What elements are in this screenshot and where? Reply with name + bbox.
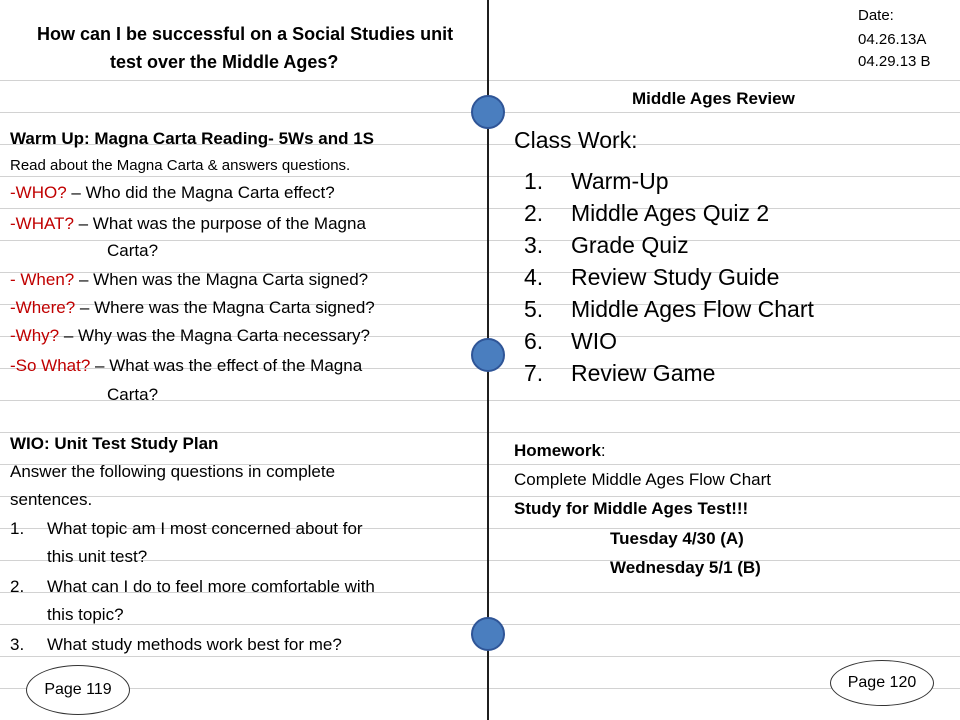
warmup-question-continued: Carta? (107, 385, 159, 404)
essential-question-line2: test over the Middle Ages? (110, 52, 339, 72)
list-item: Middle Ages Quiz 2 (571, 200, 770, 226)
homework-colon: : (600, 441, 606, 460)
list-item: Grade Quiz (571, 232, 689, 258)
question-text: – What was the effect of the Magna (90, 356, 363, 375)
wio-intro-line2: sentences. (10, 490, 93, 509)
wio-question-continued: this topic? (47, 605, 124, 624)
wio-title: WIO: Unit Test Study Plan (10, 434, 219, 453)
wio-question-number: 1. (10, 519, 25, 538)
question-text: – Who did the Magna Carta effect? (66, 183, 335, 202)
list-item-number: 7. (524, 360, 544, 386)
classwork-title: Class Work: (514, 127, 638, 153)
list-item: WIO (571, 328, 617, 354)
homework-line: Study for Middle Ages Test!!! (514, 499, 749, 518)
wio-intro-line1: Answer the following questions in complete (10, 462, 336, 481)
date-a: 04.26.13A (858, 31, 927, 48)
question-key: -WHO? (10, 183, 67, 202)
list-item-number: 6. (524, 328, 544, 354)
list-item-number: 4. (524, 264, 544, 290)
wio-question-number: 3. (10, 635, 25, 654)
list-item-number: 2. (524, 200, 544, 226)
warmup-intro: Read about the Magna Carta & answers questions. (10, 157, 351, 174)
test-date-a: Tuesday 4/30 (A) (610, 529, 744, 548)
question-key: -Where? (10, 298, 76, 317)
warmup-question (10, 183, 335, 203)
binder-ring-icon (471, 617, 505, 651)
warmup-question (10, 326, 370, 346)
list-item: Warm-Up (571, 168, 669, 194)
binder-ring-icon (471, 95, 505, 129)
page-number-right: Page 120 (830, 660, 934, 706)
list-item: Review Study Guide (571, 264, 780, 290)
wio-question: What topic am I most concerned about for (47, 519, 363, 538)
list-item: Middle Ages Flow Chart (571, 296, 814, 322)
warmup-question-continued: Carta? (107, 241, 159, 260)
question-text: – When was the Magna Carta signed? (74, 270, 369, 289)
question-key: -WHAT? (10, 214, 74, 233)
binder-ring-icon (471, 338, 505, 372)
question-text: – Why was the Magna Carta necessary? (59, 326, 370, 345)
warmup-question (10, 214, 366, 234)
question-text: – What was the purpose of the Magna (73, 214, 366, 233)
list-item-number: 3. (524, 232, 544, 258)
wio-question-continued: this unit test? (47, 547, 148, 566)
list-item-number: 5. (524, 296, 544, 322)
date-b: 04.29.13 B (858, 53, 931, 70)
question-text: – Where was the Magna Carta signed? (75, 298, 375, 317)
question-key: -So What? (10, 356, 91, 375)
warmup-question (10, 356, 362, 376)
wio-question-number: 2. (10, 577, 25, 596)
date-label: Date: (858, 7, 894, 24)
page-number-left: Page 119 (26, 665, 130, 715)
wio-question: What can I do to feel more comfortable with (47, 577, 375, 596)
question-key: - When? (10, 270, 75, 289)
section-heading: Middle Ages Review (632, 89, 795, 108)
warmup-question (10, 298, 375, 318)
warmup-title: Warm Up: Magna Carta Reading- 5Ws and 1S (10, 129, 374, 148)
list-item-number: 1. (524, 168, 544, 194)
homework-line: Complete Middle Ages Flow Chart (514, 470, 772, 489)
homework-label: Homework (514, 441, 601, 460)
essential-question-line1: How can I be successful on a Social Studies unit (37, 24, 454, 44)
list-item: Review Game (571, 360, 716, 386)
warmup-question (10, 270, 368, 290)
test-date-b: Wednesday 5/1 (B) (610, 558, 761, 577)
question-key: -Why? (10, 326, 60, 345)
wio-question: What study methods work best for me? (47, 635, 342, 654)
homework-title (514, 441, 606, 461)
